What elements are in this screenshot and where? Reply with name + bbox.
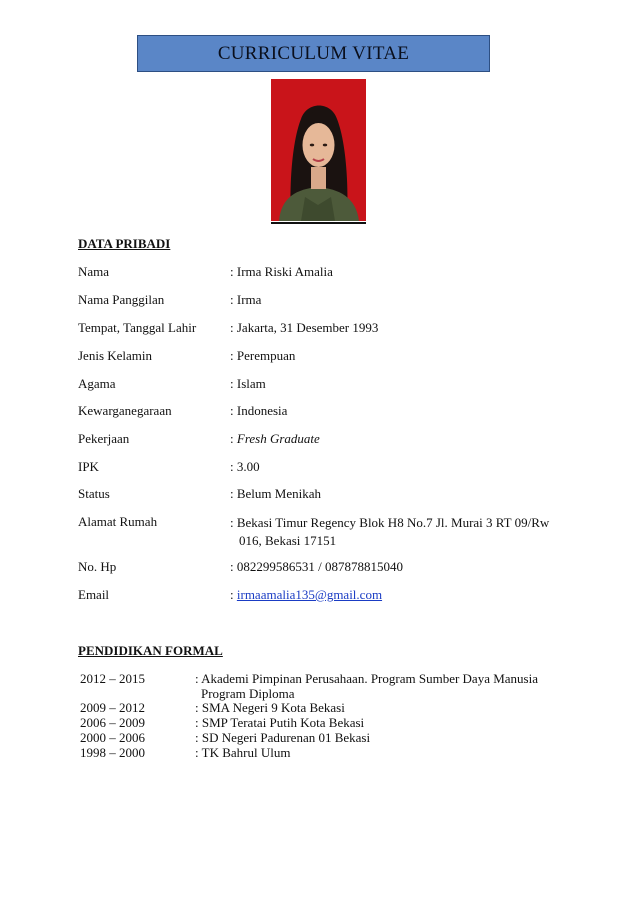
education-years: 2012 – 2015 (80, 671, 145, 686)
education-desc: : TK Bahrul Ulum (195, 745, 291, 760)
value-alamat-line2: 016, Bekasi 17151 (239, 533, 337, 548)
value-agama: : Islam (230, 376, 266, 391)
education-years: 2009 – 2012 (80, 700, 145, 715)
education-years: 2006 – 2009 (80, 715, 145, 730)
education-desc-line2: Program Diploma (201, 686, 295, 701)
education-desc: : SD Negeri Padurenan 01 Bekasi (195, 730, 371, 745)
value-email (230, 587, 565, 603)
value-nama: : Irma Riski Amalia (230, 264, 333, 279)
profile-photo-illustration (271, 79, 366, 221)
value-nama-panggilan: : Irma (230, 292, 262, 307)
label-tempat-tanggal-lahir: Tempat, Tanggal Lahir (78, 320, 197, 335)
value-pekerjaan-prefix: : (230, 431, 237, 446)
label-status: Status (78, 486, 110, 501)
label-agama: Agama (78, 376, 116, 391)
label-ipk: IPK (78, 459, 99, 474)
label-nama: Nama (78, 264, 110, 279)
cv-title: CURRICULUM VITAE (217, 42, 410, 64)
education-desc: : SMP Teratai Putih Kota Bekasi (195, 715, 365, 730)
value-status: : Belum Menikah (230, 486, 321, 501)
education-years: 2000 – 2006 (80, 730, 145, 745)
value-ipk: : 3.00 (230, 459, 260, 474)
education-desc: : SMA Negeri 9 Kota Bekasi (195, 700, 345, 715)
cv-title-banner (137, 35, 490, 72)
label-no-hp: No. Hp (78, 559, 117, 574)
label-nama-panggilan: Nama Panggilan (78, 292, 165, 307)
label-jenis-kelamin: Jenis Kelamin (78, 348, 153, 363)
value-alamat-line1: : Bekasi Timur Regency Blok H8 No.7 Jl. Murai 3 RT 09/Rw (230, 515, 550, 530)
value-pekerjaan (230, 431, 565, 447)
value-pekerjaan-text: Fresh Graduate (236, 431, 320, 446)
label-pekerjaan: Pekerjaan (78, 431, 130, 446)
label-alamat-rumah: Alamat Rumah (78, 514, 158, 529)
value-jenis-kelamin: : Perempuan (230, 348, 296, 363)
label-kewarganegaraan: Kewarganegaraan (78, 403, 172, 418)
profile-photo (271, 79, 366, 221)
value-kewarganegaraan: : Indonesia (230, 403, 288, 418)
education-section-title: PENDIDIKAN FORMAL (78, 643, 223, 658)
value-no-hp: : 082299586531 / 087878815040 (230, 559, 403, 574)
education-desc-line1: : Akademi Pimpinan Perusahaan. Program Sumber Daya Manusia (195, 671, 538, 686)
personal-section-title: DATA PRIBADI (78, 236, 171, 251)
education-desc (195, 671, 555, 701)
value-alamat-rumah (230, 514, 565, 550)
label-email: Email (78, 587, 110, 602)
value-tempat-tanggal-lahir: : Jakarta, 31 Desember 1993 (230, 320, 379, 335)
photo-underline (271, 222, 366, 224)
value-email-prefix: : (230, 587, 237, 602)
email-link[interactable]: irmaamalia135@gmail.com (236, 587, 383, 602)
education-years: 1998 – 2000 (80, 745, 145, 760)
